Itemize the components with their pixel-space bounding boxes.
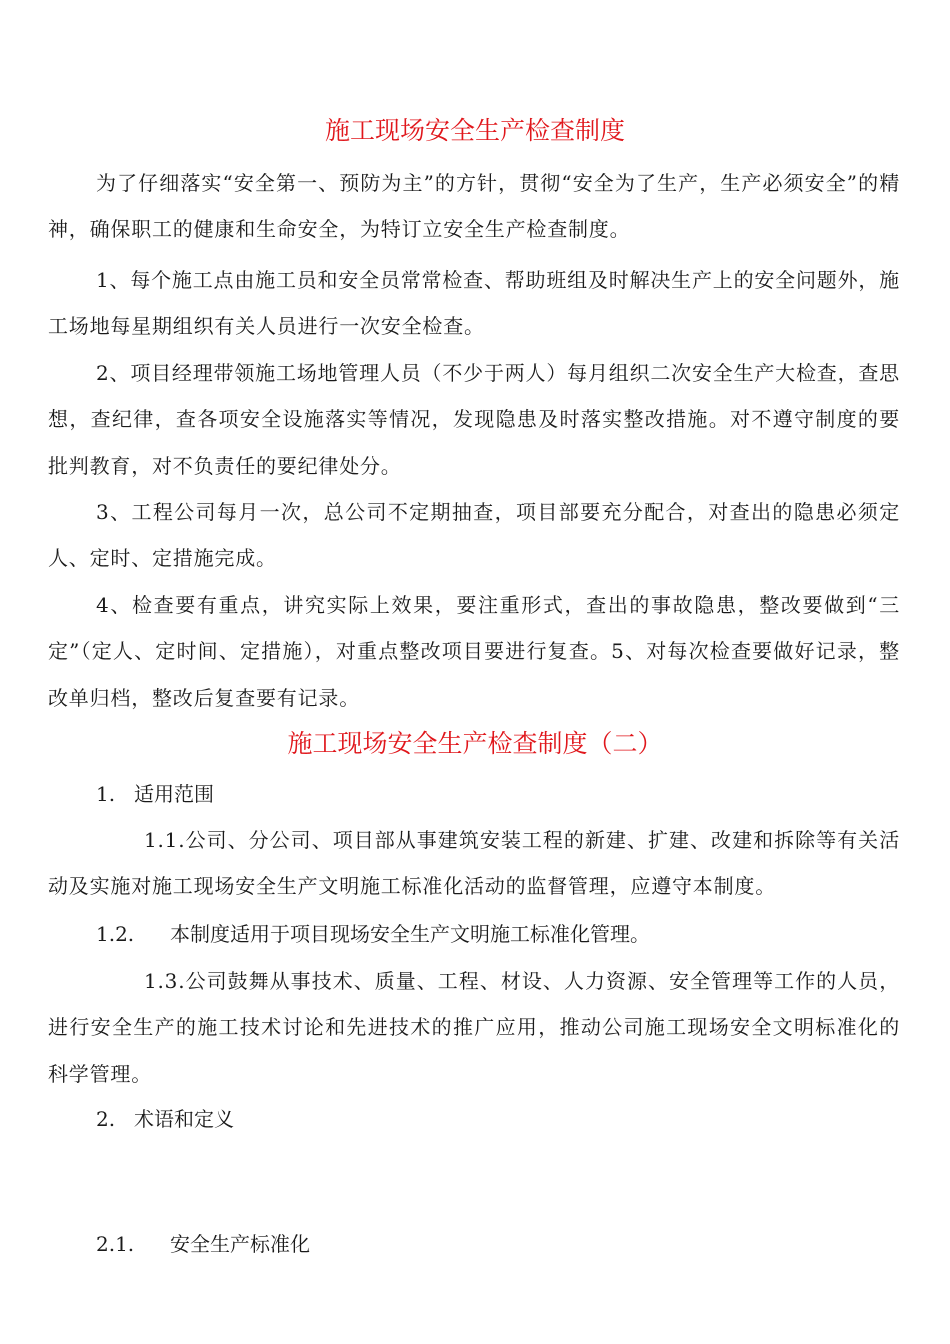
clause-1-3 [48,958,900,1097]
clause-number: 1.3. [144,969,186,993]
rule-item-4: 4、检查要有重点，讲究实际上效果，要注重形式，查出的事故隐患，整改要做到“三定”（定人、定时间、定措施），对重点整改项目要进行复查。5、对每次检查要做好记录，整改单归档，整改后复查要有记录。 [48,593,900,710]
heading-number: 2. [96,1107,116,1131]
intro-paragraph: 为了仔细落实“安全第一、预防为主”的方针，贯彻“安全为了生产，生产必须安全”的精神，确保职工的健康和生命安全，为特订立安全生产检查制度。 [48,171,900,242]
clause-1-1 [48,817,900,910]
heading-label: 术语和定义 [134,1107,234,1131]
heading-label: 适用范围 [134,782,214,806]
clause-number: 2.1. [96,1232,135,1256]
clause-label: 安全生产标准化 [170,1232,310,1256]
heading-terms [96,1096,234,1142]
document-title: 施工现场安全生产检查制度 [324,116,625,145]
clause-text: 公司、分公司、项目部从事建筑安装工程的新建、扩建、改建和拆除等有关活动及实施对施工现场安全生产文明施工标准化活动的监督管理，应遵守本制度。 [48,828,900,899]
rule-item-1: 1、每个施工点由施工员和安全员常常检查、帮助班组及时解决生产上的安全问题外，施工场地每星期组织有关人员进行一次安全检查。 [48,268,900,339]
clause-number: 1.1. [144,828,186,852]
rule-item-2: 2、项目经理带领施工场地管理人员（不少于两人）每月组织二次安全生产大检查，查思想，查纪律，查各项安全设施落实等情况，发现隐患及时落实整改措施。对不遵守制度的要批判教育，对不负责任的要纪律处分。 [48,361,900,478]
clause-1-2 [96,911,650,957]
heading-scope [96,771,214,817]
clause-2-1 [96,1221,310,1267]
section-title-2: 施工现场安全生产检查制度（二） [287,729,663,758]
heading-number: 1. [96,782,116,806]
clause-text: 本制度适用于项目现场安全生产文明施工标准化管理。 [170,922,650,946]
rule-item-3: 3、工程公司每月一次，总公司不定期抽查，项目部要充分配合，对查出的隐患必须定人、定时、定措施完成。 [48,500,900,571]
clause-number: 1.2. [96,922,135,946]
clause-text: 公司鼓舞从事技术、质量、工程、材设、人力资源、安全管理等工作的人员，进行安全生产的施工技术讨论和先进技术的推广应用，推动公司施工现场安全文明标准化的科学管理。 [48,969,900,1086]
